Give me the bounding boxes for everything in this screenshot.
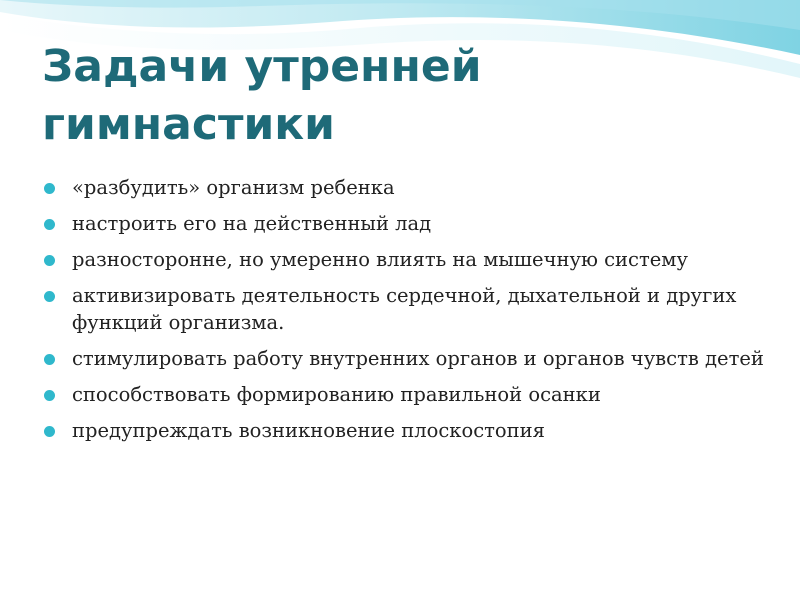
title-line-2: гимнастики bbox=[42, 99, 335, 150]
circle-bullet-icon bbox=[44, 183, 55, 194]
bullet-text: разносторонне, но умеренно влиять на мышечную систему bbox=[72, 248, 688, 271]
circle-bullet-icon bbox=[44, 354, 55, 365]
list-item bbox=[44, 210, 764, 237]
list-item bbox=[44, 282, 764, 336]
title-line-1: Задачи утренней bbox=[42, 41, 482, 92]
circle-bullet-icon bbox=[44, 219, 55, 230]
circle-bullet-icon bbox=[44, 426, 55, 437]
bullet-text: способствовать формированию правильной осанки bbox=[72, 383, 601, 406]
list-item bbox=[44, 417, 764, 444]
bullet-text: предупреждать возникновение плоскостопия bbox=[72, 419, 545, 442]
circle-bullet-icon bbox=[44, 255, 55, 266]
list-item bbox=[44, 381, 764, 408]
circle-bullet-icon bbox=[44, 291, 55, 302]
bullet-text: стимулировать работу внутренних органов и органов чувств детей bbox=[72, 347, 764, 370]
list-item bbox=[44, 246, 764, 273]
bullet-text: настроить его на действенный лад bbox=[72, 212, 432, 235]
slide-title bbox=[42, 38, 742, 154]
circle-bullet-icon bbox=[44, 390, 55, 401]
bullet-text: активизировать деятельность сердечной, дыхательной и других функций организма. bbox=[72, 284, 737, 334]
bullet-text: «разбудить» организм ребенка bbox=[72, 176, 395, 199]
bullet-list bbox=[44, 174, 764, 453]
list-item bbox=[44, 174, 764, 201]
list-item bbox=[44, 345, 764, 372]
